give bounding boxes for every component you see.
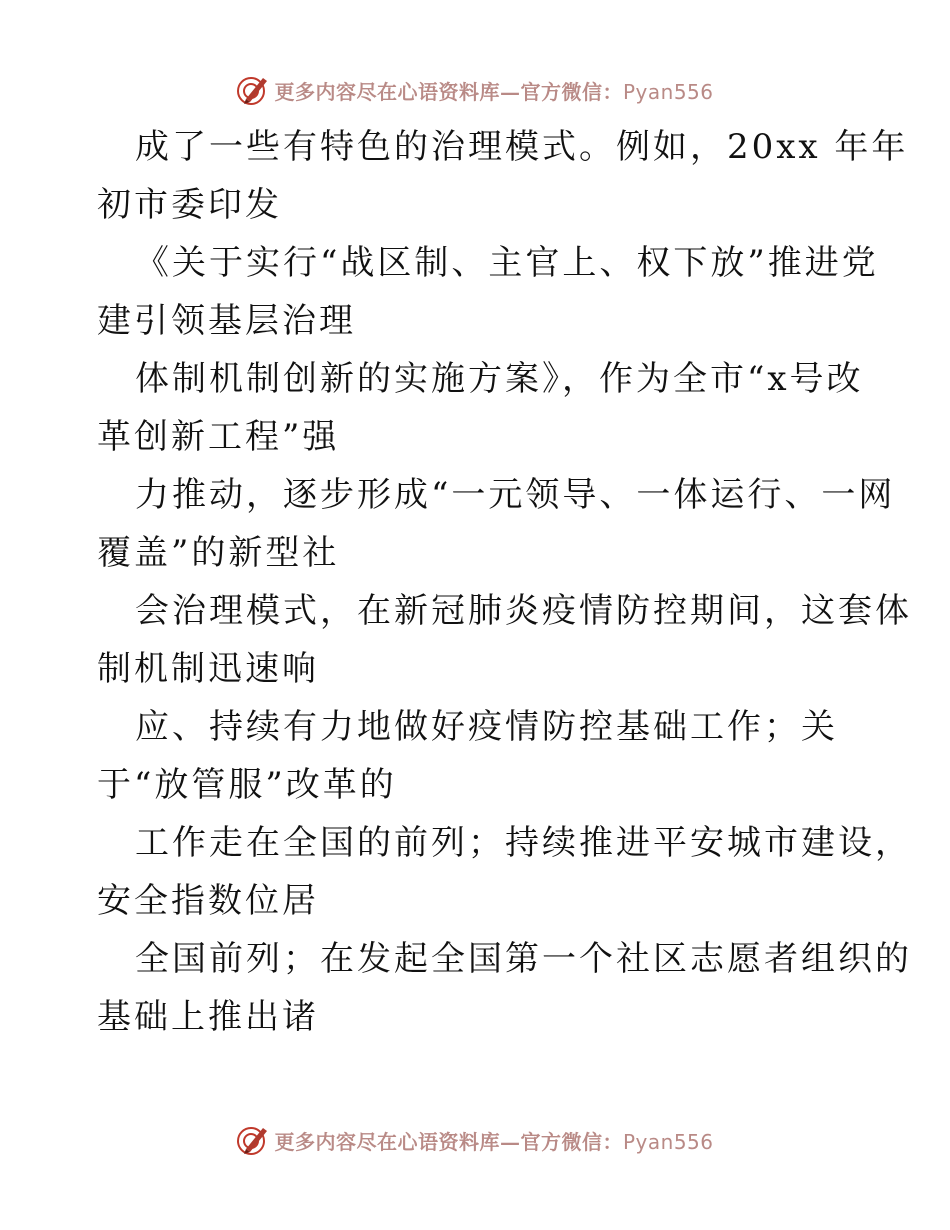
paragraph-line: 于“放管服”改革的 <box>97 765 397 805</box>
watermark-wechat-id: Pyan556 <box>622 79 714 104</box>
watermark-text: 更多内容尽在心语资料库—官方微信： <box>274 1129 623 1154</box>
document-body <box>97 118 912 1046</box>
paragraph-line: 覆盖”的新型社 <box>97 533 340 573</box>
paragraph-line: 力推动，逐步形成“一元领导、一体运行、一网 <box>135 475 896 515</box>
paragraph <box>97 118 909 234</box>
paragraph-line: 应、持续有力地做好疫情防控基础工作；关 <box>135 707 838 747</box>
paragraph-line: 安全指数位居 <box>97 881 319 921</box>
paragraph-line: 成了一些有特色的治理模式。例如，20xx 年年 <box>135 127 909 167</box>
paragraph-line: 初市委印发 <box>97 185 282 225</box>
paragraph-line: 建引领基层治理 <box>97 301 356 341</box>
watermark-wechat-id: Pyan556 <box>622 1129 714 1154</box>
paragraph <box>97 350 877 466</box>
paragraph <box>97 234 877 350</box>
footer-watermark <box>0 1120 950 1160</box>
paragraph <box>97 582 912 698</box>
paragraph-line: 体制机制创新的实施方案》，作为全市“x号改 <box>135 359 864 399</box>
paragraph-line: 《关于实行“战区制、主官上、权下放”推进党 <box>135 243 879 283</box>
paragraph <box>97 698 877 814</box>
paragraph <box>97 814 912 930</box>
paragraph <box>97 466 896 582</box>
paragraph-line: 制机制迅速响 <box>97 649 319 689</box>
paragraph-line: 基础上推出诸 <box>97 997 319 1037</box>
paragraph-line: 会治理模式，在新冠肺炎疫情防控期间，这套体 <box>135 591 912 631</box>
pen-logo-icon <box>236 1123 270 1157</box>
header-watermark <box>0 70 950 110</box>
paragraph-line: 革创新工程”强 <box>97 417 340 457</box>
watermark-text: 更多内容尽在心语资料库—官方微信： <box>274 79 623 104</box>
paragraph-line: 全国前列；在发起全国第一个社区志愿者组织的 <box>135 939 912 979</box>
paragraph-line: 工作走在全国的前列；持续推进平安城市建设， <box>135 823 912 863</box>
paragraph <box>97 930 912 1046</box>
pen-logo-icon <box>236 73 270 107</box>
